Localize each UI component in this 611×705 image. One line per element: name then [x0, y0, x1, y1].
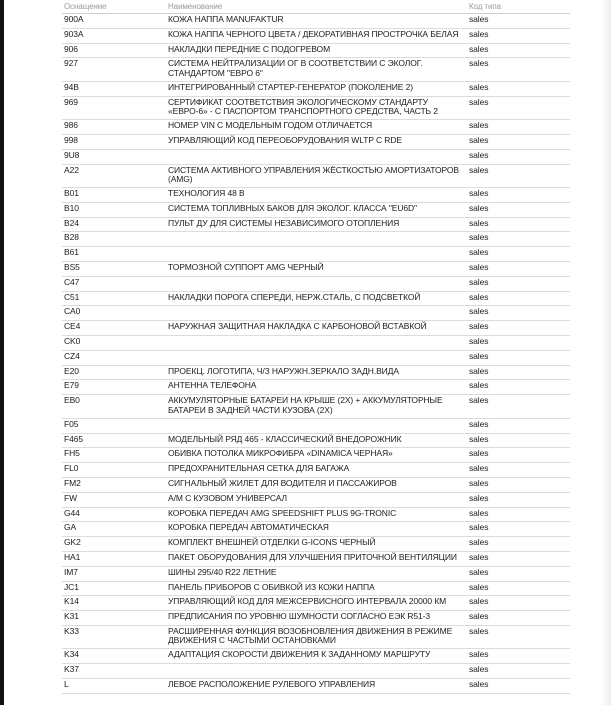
cell-name	[166, 247, 467, 262]
table-row	[62, 678, 570, 693]
cell-name: ПРОЕКЦ. ЛОГОТИПА, Ч/З НАРУЖН.ЗЕРКАЛО ЗАДН.ВИДА	[166, 365, 467, 380]
cell-type-code: sales	[467, 380, 570, 395]
cell-name: ОБИВКА ПОТОЛКА МИКРОФИБРА «DINAMICA ЧЕРНАЯ»	[166, 448, 467, 463]
table-row	[62, 365, 570, 380]
cell-equipment-code: G44	[62, 507, 166, 522]
cell-type-code: sales	[467, 522, 570, 537]
cell-type-code: sales	[467, 395, 570, 419]
column-header-name: Наименование	[166, 0, 467, 14]
cell-equipment-code: B24	[62, 217, 166, 232]
cell-type-code: sales	[467, 477, 570, 492]
cell-type-code: sales	[467, 28, 570, 43]
cell-type-code: sales	[467, 492, 570, 507]
cell-equipment-code: FW	[62, 492, 166, 507]
cell-type-code: sales	[467, 321, 570, 336]
cell-equipment-code: FH5	[62, 448, 166, 463]
table-row	[62, 14, 570, 29]
cell-name: СИСТЕМА АКТИВНОГО УПРАВЛЕНИЯ ЖЁСТКОСТЬЮ АМОРТИЗАТОРОВ (AMG)	[166, 164, 467, 188]
table-row	[62, 217, 570, 232]
cell-equipment-code: B01	[62, 188, 166, 203]
table-row	[62, 188, 570, 203]
cell-name: АНТЕННА ТЕЛЕФОНА	[166, 380, 467, 395]
cell-name: ПРЕДОХРАНИТЕЛЬНАЯ СЕТКА ДЛЯ БАГАЖА	[166, 463, 467, 478]
cell-type-code: sales	[467, 58, 570, 82]
cell-name	[166, 232, 467, 247]
cell-type-code: sales	[467, 43, 570, 58]
cell-equipment-code: 906	[62, 43, 166, 58]
cell-name: АДАПТАЦИЯ СКОРОСТИ ДВИЖЕНИЯ К ЗАДАННОМУ МАРШРУТУ	[166, 649, 467, 664]
cell-type-code: sales	[467, 448, 570, 463]
cell-type-code: sales	[467, 649, 570, 664]
table-row	[62, 202, 570, 217]
table-row	[62, 232, 570, 247]
cell-type-code: sales	[467, 149, 570, 164]
equipment-table	[62, 0, 570, 694]
table-row	[62, 247, 570, 262]
cell-name	[166, 418, 467, 433]
cell-name: ШИНЫ 295/40 R22 ЛЕТНИЕ	[166, 566, 467, 581]
cell-type-code: sales	[467, 551, 570, 566]
cell-equipment-code: F465	[62, 433, 166, 448]
cell-type-code: sales	[467, 596, 570, 611]
cell-name: КОМПЛЕКТ ВНЕШНЕЙ ОТДЕЛКИ G-ICONS ЧЕРНЫЙ	[166, 537, 467, 552]
cell-equipment-code: C51	[62, 291, 166, 306]
cell-equipment-code: IM7	[62, 566, 166, 581]
cell-name: УПРАВЛЯЮЩИЙ КОД ПЕРЕОБОРУДОВАНИЯ WLTP С RDE	[166, 134, 467, 149]
cell-type-code: sales	[467, 247, 570, 262]
cell-equipment-code: B61	[62, 247, 166, 262]
table-row	[62, 120, 570, 135]
cell-equipment-code: GK2	[62, 537, 166, 552]
table-row	[62, 96, 570, 120]
cell-type-code: sales	[467, 188, 570, 203]
cell-equipment-code: K14	[62, 596, 166, 611]
table-row	[62, 581, 570, 596]
cell-type-code: sales	[467, 463, 570, 478]
table-row	[62, 433, 570, 448]
cell-name	[166, 664, 467, 679]
cell-name: КОРОБКА ПЕРЕДАЧ АВТОМАТИЧЕСКАЯ	[166, 522, 467, 537]
cell-type-code: sales	[467, 120, 570, 135]
cell-equipment-code: F05	[62, 418, 166, 433]
cell-name: НАРУЖНАЯ ЗАЩИТНАЯ НАКЛАДКА С КАРБОНОВОЙ ВСТАВКОЙ	[166, 321, 467, 336]
cell-equipment-code: 900A	[62, 14, 166, 29]
cell-type-code: sales	[467, 202, 570, 217]
table-row	[62, 537, 570, 552]
table-row	[62, 596, 570, 611]
cell-name: СИСТЕМА НЕЙТРАЛИЗАЦИИ ОГ В СООТВЕТСТВИИ С ЭКОЛОГ. СТАНДАРТОМ "ЕВРО 6"	[166, 58, 467, 82]
cell-type-code: sales	[467, 217, 570, 232]
cell-name: КОЖА НАППА ЧЕРНОГО ЦВЕТА / ДЕКОРАТИВНАЯ ПРОСТРОЧКА БЕЛАЯ	[166, 28, 467, 43]
table-row	[62, 492, 570, 507]
cell-type-code: sales	[467, 306, 570, 321]
table-row	[62, 291, 570, 306]
table-row	[62, 649, 570, 664]
cell-name: А/М С КУЗОВОМ УНИВЕРСАЛ	[166, 492, 467, 507]
cell-type-code: sales	[467, 611, 570, 626]
cell-name: ПУЛЬТ ДУ ДЛЯ СИСТЕМЫ НЕЗАВИСИМОГО ОТОПЛЕНИЯ	[166, 217, 467, 232]
cell-name: МОДЕЛЬНЫЙ РЯД 465 - КЛАССИЧЕСКИЙ ВНЕДОРОЖНИК	[166, 433, 467, 448]
cell-equipment-code: K34	[62, 649, 166, 664]
cell-equipment-code: 9U8	[62, 149, 166, 164]
table-row	[62, 28, 570, 43]
cell-equipment-code: 903A	[62, 28, 166, 43]
cell-equipment-code: C47	[62, 276, 166, 291]
cell-equipment-code: 969	[62, 96, 166, 120]
table-row	[62, 134, 570, 149]
cell-type-code: sales	[467, 625, 570, 649]
cell-equipment-code: HA1	[62, 551, 166, 566]
cell-equipment-code: E20	[62, 365, 166, 380]
table-row	[62, 395, 570, 419]
cell-equipment-code: GA	[62, 522, 166, 537]
table-row	[62, 625, 570, 649]
cell-type-code: sales	[467, 566, 570, 581]
cell-type-code: sales	[467, 678, 570, 693]
cell-name: ИНТЕГРИРОВАННЫЙ СТАРТЕР-ГЕНЕРАТОР (ПОКОЛЕНИЕ 2)	[166, 81, 467, 96]
table-row	[62, 463, 570, 478]
cell-type-code: sales	[467, 134, 570, 149]
column-header-equipment: Оснащение	[62, 0, 166, 14]
cell-type-code: sales	[467, 664, 570, 679]
cell-equipment-code: K33	[62, 625, 166, 649]
cell-type-code: sales	[467, 96, 570, 120]
cell-name	[166, 336, 467, 351]
cell-equipment-code: 986	[62, 120, 166, 135]
table-row	[62, 350, 570, 365]
table-row	[62, 611, 570, 626]
table-row	[62, 321, 570, 336]
table-header-row	[62, 0, 570, 14]
cell-name: ТОРМОЗНОЙ СУППОРТ AMG ЧЕРНЫЙ	[166, 262, 467, 277]
cell-name: КОЖА НАППА MANUFAKTUR	[166, 14, 467, 29]
cell-name: НАКЛАДКИ ПОРОГА СПЕРЕДИ, НЕРЖ.СТАЛЬ, С ПОДСВЕТКОЙ	[166, 291, 467, 306]
table-row	[62, 566, 570, 581]
cell-type-code: sales	[467, 350, 570, 365]
table-row	[62, 522, 570, 537]
cell-type-code: sales	[467, 433, 570, 448]
table-row	[62, 477, 570, 492]
table-row	[62, 448, 570, 463]
cell-type-code: sales	[467, 276, 570, 291]
cell-equipment-code: L	[62, 678, 166, 693]
cell-equipment-code: 94B	[62, 81, 166, 96]
cell-name: ТЕХНОЛОГИЯ 48 В	[166, 188, 467, 203]
cell-name: ПАКЕТ ОБОРУДОВАНИЯ ДЛЯ УЛУЧШЕНИЯ ПРИТОЧНОЙ ВЕНТИЛЯЦИИ	[166, 551, 467, 566]
cell-equipment-code: CZ4	[62, 350, 166, 365]
cell-equipment-code: EB0	[62, 395, 166, 419]
table-row	[62, 58, 570, 82]
cell-name: КОРОБКА ПЕРЕДАЧ AMG SPEEDSHIFT PLUS 9G-TRONIC	[166, 507, 467, 522]
cell-equipment-code: FL0	[62, 463, 166, 478]
table-row	[62, 276, 570, 291]
table-row	[62, 149, 570, 164]
cell-name: РАСШИРЕННАЯ ФУНКЦИЯ ВОЗОБНОВЛЕНИЯ ДВИЖЕНИЯ В РЕЖИМЕ ДВИЖЕНИЯ С ЧАСТЫМИ ОСТАНОВКАМИ	[166, 625, 467, 649]
cell-name: НОМЕР VIN С МОДЕЛЬНЫМ ГОДОМ ОТЛИЧАЕТСЯ	[166, 120, 467, 135]
table-body	[62, 14, 570, 694]
cell-name	[166, 306, 467, 321]
table-row	[62, 262, 570, 277]
cell-type-code: sales	[467, 164, 570, 188]
table-row	[62, 380, 570, 395]
table-row	[62, 306, 570, 321]
cell-name: ПРЕДПИСАНИЯ ПО УРОВНЮ ШУМНОСТИ СОГЛАСНО ЕЭК R51-3	[166, 611, 467, 626]
cell-type-code: sales	[467, 507, 570, 522]
cell-type-code: sales	[467, 232, 570, 247]
cell-equipment-code: E79	[62, 380, 166, 395]
cell-name: УПРАВЛЯЮЩИЙ КОД ДЛЯ МЕЖСЕРВИСНОГО ИНТЕРВАЛА 20000 КМ	[166, 596, 467, 611]
cell-name: ЛЕВОЕ РАСПОЛОЖЕНИЕ РУЛЕВОГО УПРАВЛЕНИЯ	[166, 678, 467, 693]
cell-equipment-code: K37	[62, 664, 166, 679]
cell-equipment-code: K31	[62, 611, 166, 626]
cell-type-code: sales	[467, 537, 570, 552]
table-row	[62, 664, 570, 679]
cell-type-code: sales	[467, 14, 570, 29]
cell-equipment-code: B28	[62, 232, 166, 247]
table-row	[62, 418, 570, 433]
cell-equipment-code: JC1	[62, 581, 166, 596]
cell-equipment-code: A22	[62, 164, 166, 188]
cell-name: ПАНЕЛЬ ПРИБОРОВ С ОБИВКОЙ ИЗ КОЖИ НАППА	[166, 581, 467, 596]
cell-name: НАКЛАДКИ ПЕРЕДНИЕ С ПОДОГРЕВОМ	[166, 43, 467, 58]
cell-type-code: sales	[467, 336, 570, 351]
column-header-type-code: Код типа	[467, 0, 570, 14]
table-row	[62, 507, 570, 522]
cell-name: АККУМУЛЯТОРНЫЕ БАТАРЕИ НА КРЫШЕ (2X) + АККУМУЛЯТОРНЫЕ БАТАРЕИ В ЗАДНЕЙ ЧАСТИ КУЗОВА (2X)	[166, 395, 467, 419]
cell-name: СИСТЕМА ТОПЛИВНЫХ БАКОВ ДЛЯ ЭКОЛОГ. КЛАССА "EU6D"	[166, 202, 467, 217]
cell-type-code: sales	[467, 418, 570, 433]
cell-type-code: sales	[467, 365, 570, 380]
cell-name	[166, 350, 467, 365]
cell-type-code: sales	[467, 291, 570, 306]
table-row	[62, 336, 570, 351]
cell-name	[166, 149, 467, 164]
cell-equipment-code: CE4	[62, 321, 166, 336]
cell-name: СИГНАЛЬНЫЙ ЖИЛЕТ ДЛЯ ВОДИТЕЛЯ И ПАССАЖИРОВ	[166, 477, 467, 492]
cell-type-code: sales	[467, 581, 570, 596]
cell-equipment-code: B10	[62, 202, 166, 217]
cell-equipment-code: FM2	[62, 477, 166, 492]
cell-equipment-code: BS5	[62, 262, 166, 277]
cell-equipment-code: CK0	[62, 336, 166, 351]
table-row	[62, 551, 570, 566]
table-row	[62, 43, 570, 58]
cell-type-code: sales	[467, 262, 570, 277]
cell-equipment-code: 927	[62, 58, 166, 82]
table-row	[62, 164, 570, 188]
cell-type-code: sales	[467, 81, 570, 96]
cell-equipment-code: CA0	[62, 306, 166, 321]
cell-equipment-code: 998	[62, 134, 166, 149]
cell-name: СЕРТИФИКАТ СООТВЕТСТВИЯ ЭКОЛОГИЧЕСКОМУ СТАНДАРТУ «ЕВРО-6» - С ПАСПОРТОМ ТРАНСПОРТНОГО СРЕДСТВА, ЧАСТЬ 2	[166, 96, 467, 120]
table-row	[62, 81, 570, 96]
cell-name	[166, 276, 467, 291]
